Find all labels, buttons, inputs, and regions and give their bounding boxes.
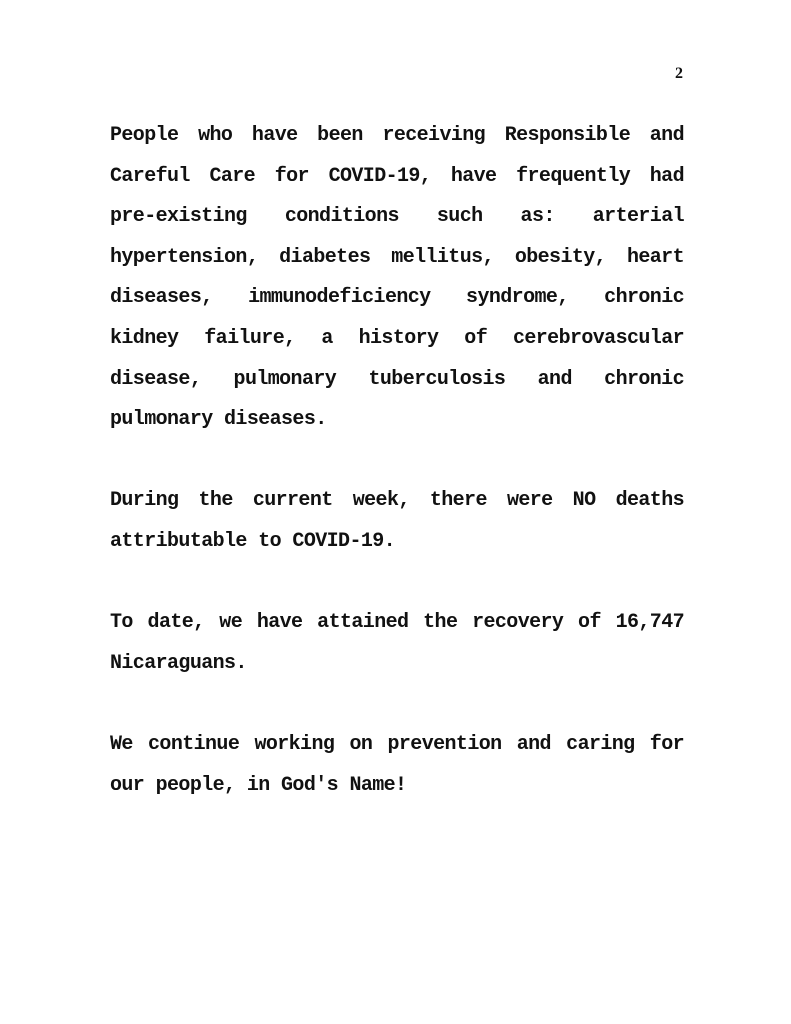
paragraph-closing: We continue working on prevention and caring for our people, in God's Name! xyxy=(110,732,684,797)
page-number: 2 xyxy=(675,65,683,82)
document-body xyxy=(110,116,684,806)
paragraph-deaths: During the current week, there were NO deaths attributable to COVID-19. xyxy=(110,489,684,553)
paragraph-preexisting-conditions: People who have been receiving Responsible and Careful Care for COVID-19, have frequently had pre-existing conditions such as: arterial hypertension, diabetes mellitus, obesity, heart diseases, immunodeficiency syndrome, chronic kidney failure, a history of cerebrovascular disease, pulmonary tuberculosis and chronic pulmonary diseases. xyxy=(110,124,684,432)
paragraph-recoveries: To date, we have attained the recovery of 16,747 Nicaraguans. xyxy=(110,611,684,675)
